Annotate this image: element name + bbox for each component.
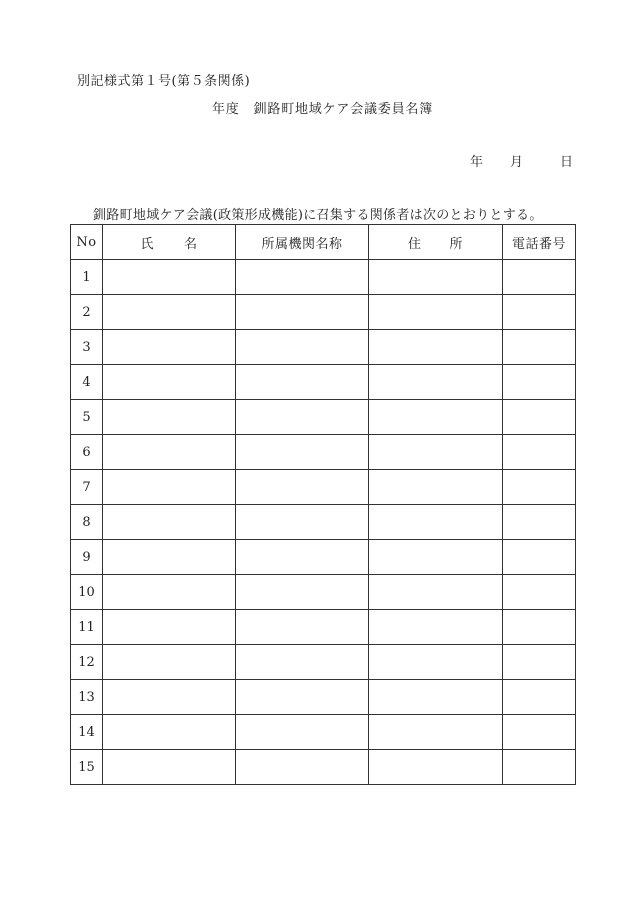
name-cell[interactable] [103, 575, 236, 610]
affiliation-cell[interactable] [236, 680, 369, 715]
date-line [470, 151, 573, 170]
affiliation-cell[interactable] [236, 330, 369, 365]
name-cell[interactable] [103, 715, 236, 750]
address-cell[interactable] [369, 610, 503, 645]
affiliation-cell[interactable] [236, 400, 369, 435]
phone-cell[interactable] [503, 295, 576, 330]
address-cell[interactable] [369, 470, 503, 505]
date-day-label: 日 [560, 155, 574, 170]
row-number: 11 [71, 610, 103, 645]
header-affiliation: 所属機関名称 [236, 225, 369, 260]
name-cell[interactable] [103, 435, 236, 470]
address-cell[interactable] [369, 575, 503, 610]
name-cell[interactable] [103, 470, 236, 505]
phone-cell[interactable] [503, 715, 576, 750]
header-name-part-2: 名 [184, 236, 198, 252]
affiliation-cell[interactable] [236, 750, 369, 785]
name-cell[interactable] [103, 330, 236, 365]
row-number: 14 [71, 715, 103, 750]
row-number: 6 [71, 435, 103, 470]
name-cell[interactable] [103, 750, 236, 785]
affiliation-cell[interactable] [236, 435, 369, 470]
date-month-label: 月 [510, 155, 524, 170]
affiliation-cell[interactable] [236, 365, 369, 400]
row-number: 15 [71, 750, 103, 785]
header-name [103, 225, 236, 260]
row-number: 1 [71, 260, 103, 295]
address-cell[interactable] [369, 750, 503, 785]
table-row [71, 715, 576, 750]
row-number: 8 [71, 505, 103, 540]
table-row [71, 470, 576, 505]
table-row [71, 575, 576, 610]
phone-cell[interactable] [503, 610, 576, 645]
address-cell[interactable] [369, 505, 503, 540]
form-label: 別記様式第１号(第５条関係) [77, 74, 251, 89]
affiliation-cell[interactable] [236, 645, 369, 680]
address-cell[interactable] [369, 540, 503, 575]
date-year-label: 年 [470, 155, 484, 170]
table-row [71, 505, 576, 540]
table-row [71, 295, 576, 330]
phone-cell[interactable] [503, 435, 576, 470]
header-address-part-1: 住 [407, 236, 422, 252]
document-title [212, 98, 433, 117]
phone-cell[interactable] [503, 575, 576, 610]
phone-cell[interactable] [503, 505, 576, 540]
name-cell[interactable] [103, 295, 236, 330]
affiliation-cell[interactable] [236, 260, 369, 295]
affiliation-cell[interactable] [236, 540, 369, 575]
row-number: 5 [71, 400, 103, 435]
table-row [71, 330, 576, 365]
table-row [71, 365, 576, 400]
name-cell[interactable] [103, 645, 236, 680]
header-phone: 電話番号 [503, 225, 576, 260]
table-row [71, 540, 576, 575]
row-number: 4 [71, 365, 103, 400]
row-number: 9 [71, 540, 103, 575]
title-main: 釧路町地域ケア会議委員名簿 [253, 102, 434, 117]
row-number: 13 [71, 680, 103, 715]
address-cell[interactable] [369, 400, 503, 435]
row-number: 3 [71, 330, 103, 365]
name-cell[interactable] [103, 505, 236, 540]
header-address-part-2: 所 [449, 236, 464, 252]
table-row [71, 435, 576, 470]
phone-cell[interactable] [503, 400, 576, 435]
table-row [71, 645, 576, 680]
address-cell[interactable] [369, 365, 503, 400]
address-cell[interactable] [369, 645, 503, 680]
name-cell[interactable] [103, 400, 236, 435]
phone-cell[interactable] [503, 365, 576, 400]
affiliation-cell[interactable] [236, 575, 369, 610]
row-number: 12 [71, 645, 103, 680]
table-row [71, 750, 576, 785]
affiliation-cell[interactable] [236, 295, 369, 330]
table-row [71, 260, 576, 295]
name-cell[interactable] [103, 680, 236, 715]
header-name-part-1: 氏 [140, 236, 154, 252]
name-cell[interactable] [103, 260, 236, 295]
phone-cell[interactable] [503, 260, 576, 295]
address-cell[interactable] [369, 330, 503, 365]
address-cell[interactable] [369, 260, 503, 295]
name-cell[interactable] [103, 610, 236, 645]
member-roster-table [70, 224, 576, 785]
row-number: 2 [71, 295, 103, 330]
affiliation-cell[interactable] [236, 505, 369, 540]
row-number: 7 [71, 470, 103, 505]
name-cell[interactable] [103, 540, 236, 575]
address-cell[interactable] [369, 715, 503, 750]
affiliation-cell[interactable] [236, 610, 369, 645]
affiliation-cell[interactable] [236, 715, 369, 750]
name-cell[interactable] [103, 365, 236, 400]
header-no: No [71, 225, 103, 260]
phone-cell[interactable] [503, 330, 576, 365]
affiliation-cell[interactable] [236, 470, 369, 505]
table-row [71, 610, 576, 645]
phone-cell[interactable] [503, 645, 576, 680]
intro-text: 釧路町地域ケア会議(政策形成機能)に召集する関係者は次のとおりとする。 [93, 208, 543, 223]
header-address [369, 225, 503, 260]
phone-cell[interactable] [503, 540, 576, 575]
table-header-row [71, 225, 576, 260]
table-body [71, 260, 576, 785]
table-row [71, 400, 576, 435]
address-cell[interactable] [369, 295, 503, 330]
title-year-prefix: 年度 [212, 102, 240, 117]
phone-cell[interactable] [503, 680, 576, 715]
table-row [71, 680, 576, 715]
address-cell[interactable] [369, 680, 503, 715]
row-number: 10 [71, 575, 103, 610]
address-cell[interactable] [369, 435, 503, 470]
phone-cell[interactable] [503, 750, 576, 785]
phone-cell[interactable] [503, 470, 576, 505]
